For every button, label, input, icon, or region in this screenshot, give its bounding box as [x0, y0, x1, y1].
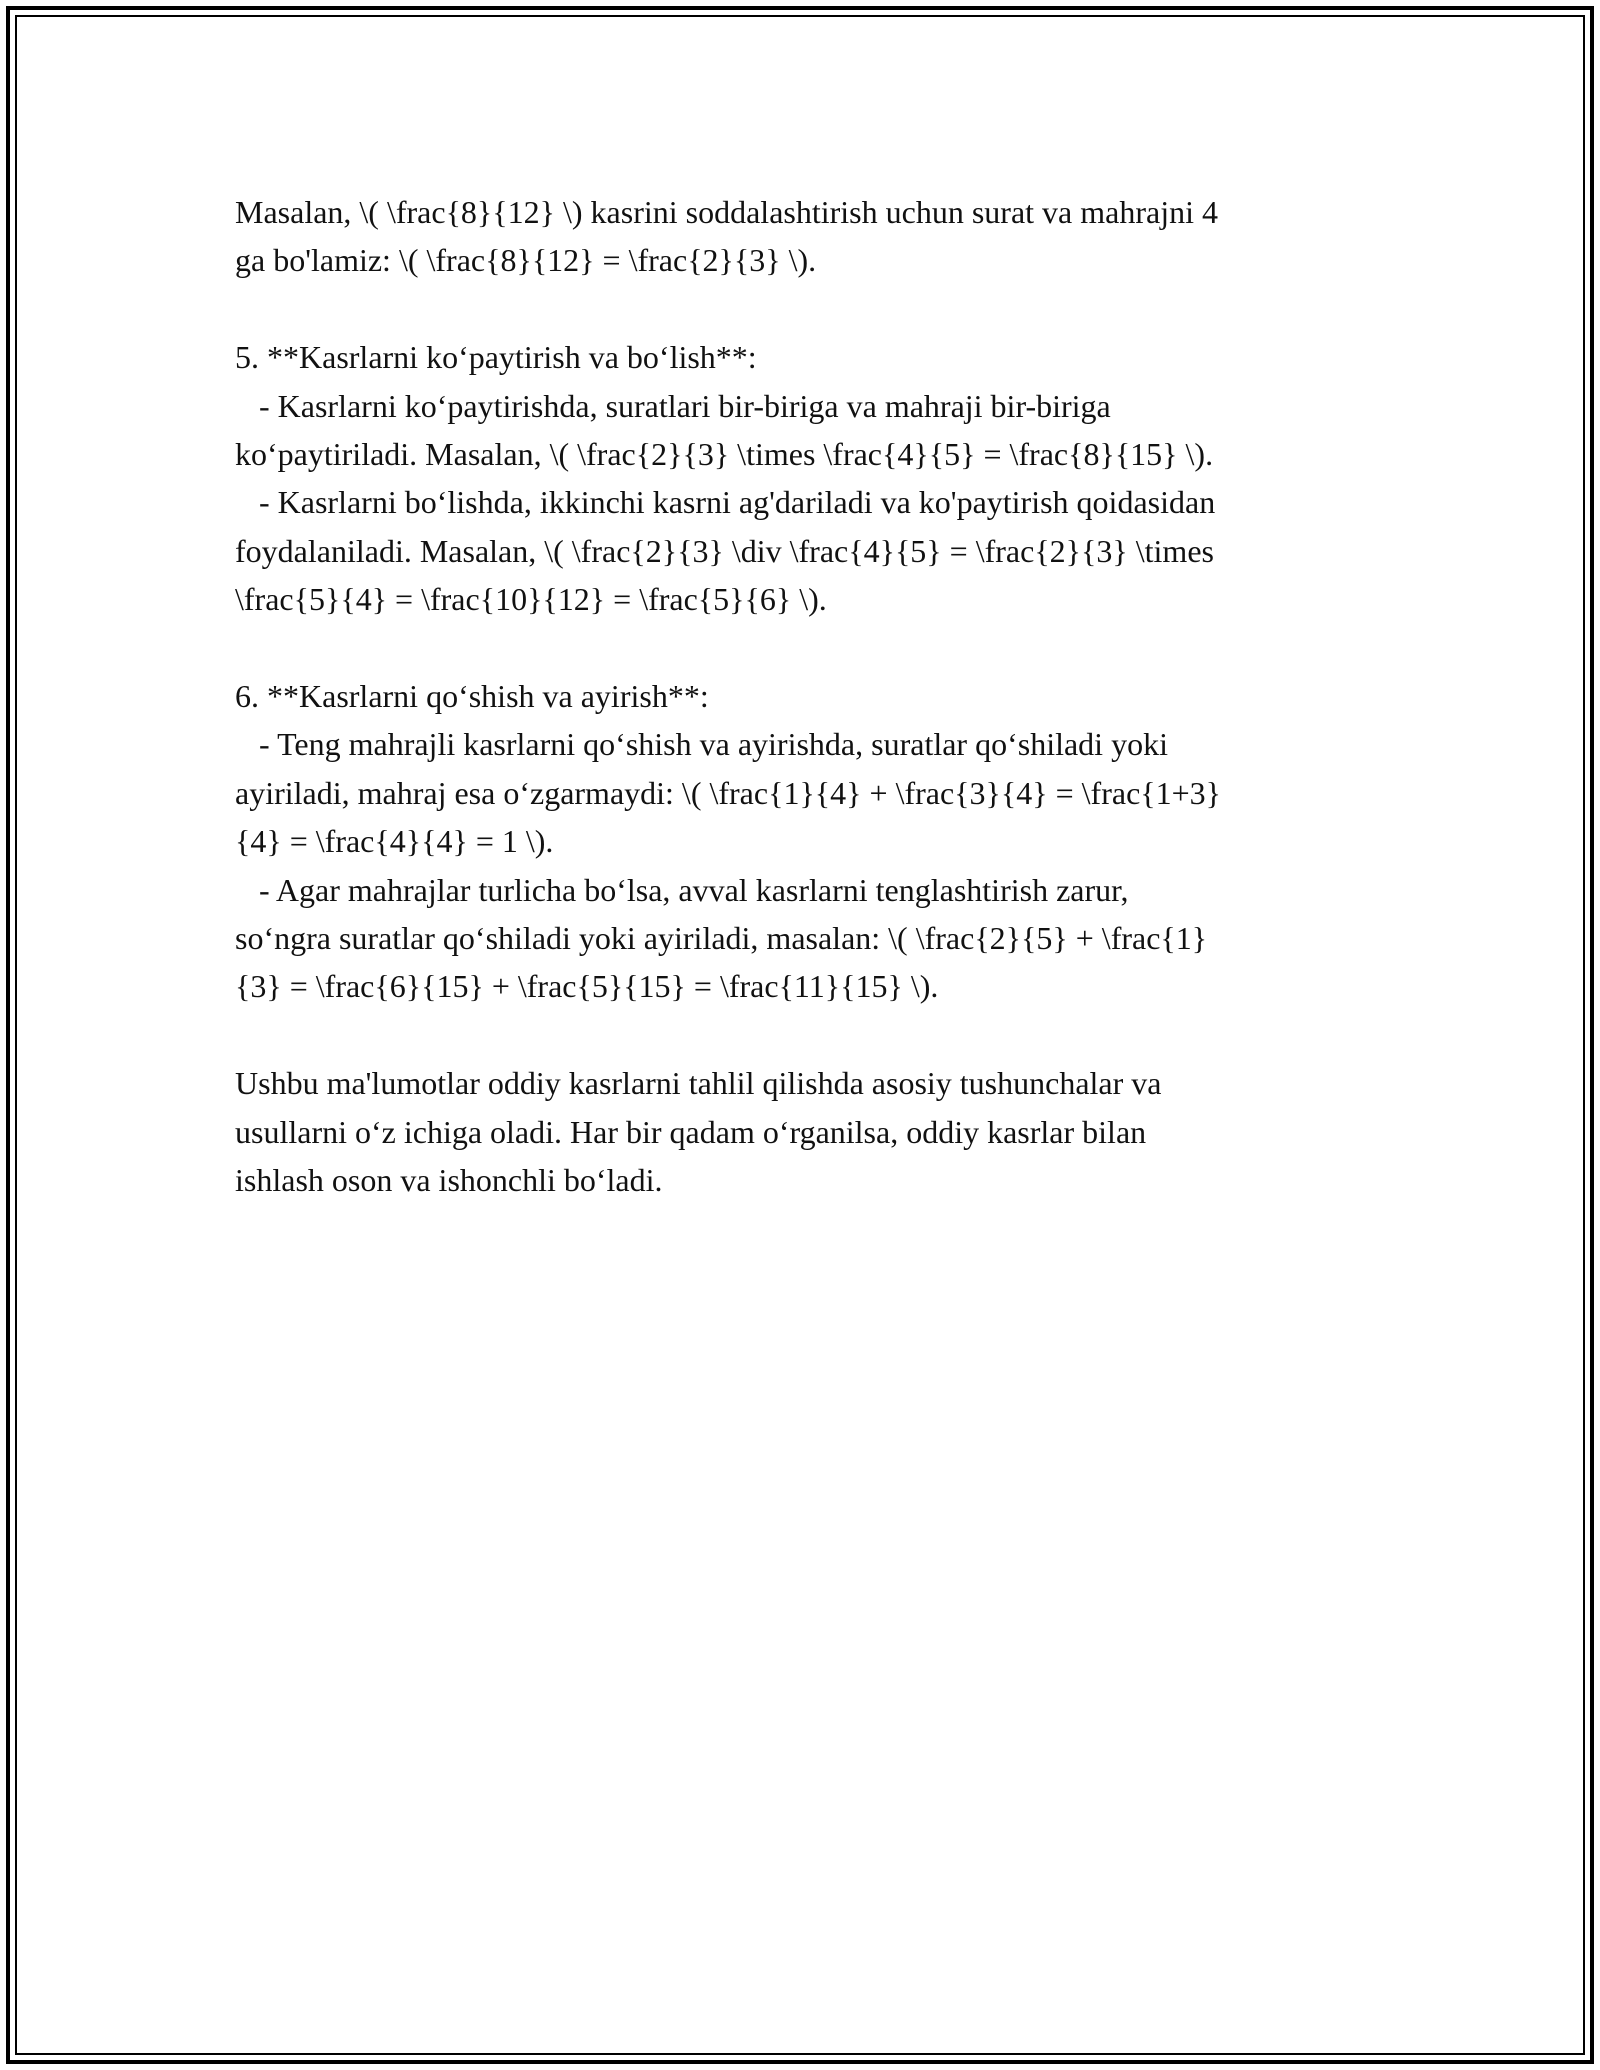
text-line: - Teng mahrajli kasrlarni qo‘shish va ayirishda, suratlar qo‘shiladi yoki [235, 726, 1168, 763]
text-line: \frac{5}{4} = \frac{10}{12} = \frac{5}{6} \). [235, 581, 827, 618]
paragraph-gap [235, 285, 1375, 333]
text-line: Ushbu ma'lumotlar oddiy kasrlarni tahlil qilishda asosiy tushunchalar va [235, 1065, 1162, 1102]
text-line: {4} = \frac{4}{4} = 1 \). [235, 823, 554, 860]
text-line: foydalaniladi. Masalan, \( \frac{2}{3} \div \frac{4}{5} = \frac{2}{3} \times [235, 532, 1214, 569]
text-line: - Agar mahrajlar turlicha bo‘lsa, avval kasrlarni tenglashtirish zarur, [235, 871, 1129, 908]
text-line: - Kasrlarni ko‘paytirishda, suratlari bir-biriga va mahraji bir-biriga [235, 387, 1111, 424]
paragraph-example-simplify [235, 188, 1375, 285]
text-line: Masalan, \( \frac{8}{12} \) kasrini soddalashtirish uchun surat va mahrajni 4 [235, 194, 1218, 230]
text-line: usullarni o‘z ichiga oladi. Har bir qadam o‘rganilsa, oddiy kasrlar bilan [235, 1113, 1147, 1150]
section-heading: 5. **Kasrlarni ko‘paytirish va bo‘lish**: [235, 339, 757, 376]
paragraph-conclusion [235, 1059, 1375, 1204]
text-line: ga bo'lamiz: \( \frac{8}{12} = \frac{2}{3} \). [235, 242, 817, 279]
paragraph-section-6 [235, 672, 1375, 1011]
document-body [235, 188, 1375, 1204]
text-line: ishlash oson va ishonchli bo‘ladi. [235, 1162, 663, 1199]
paragraph-gap [235, 624, 1375, 672]
paragraph-gap [235, 1011, 1375, 1059]
paragraph-section-5 [235, 333, 1375, 623]
text-line: ko‘paytiriladi. Masalan, \( \frac{2}{3} \times \frac{4}{5} = \frac{8}{15} \). [235, 436, 1214, 473]
text-line: - Kasrlarni bo‘lishda, ikkinchi kasrni ag'dariladi va ko'paytirish qoidasidan [235, 484, 1216, 521]
text-line: {3} = \frac{6}{15} + \frac{5}{15} = \frac{11}{15} \). [235, 968, 939, 1005]
section-heading: 6. **Kasrlarni qo‘shish va ayirish**: [235, 678, 709, 715]
text-line: so‘ngra suratlar qo‘shiladi yoki ayiriladi, masalan: \( \frac{2}{5} + \frac{1} [235, 920, 1208, 957]
text-line: ayiriladi, mahraj esa o‘zgarmaydi: \( \frac{1}{4} + \frac{3}{4} = \frac{1+3} [235, 774, 1222, 811]
